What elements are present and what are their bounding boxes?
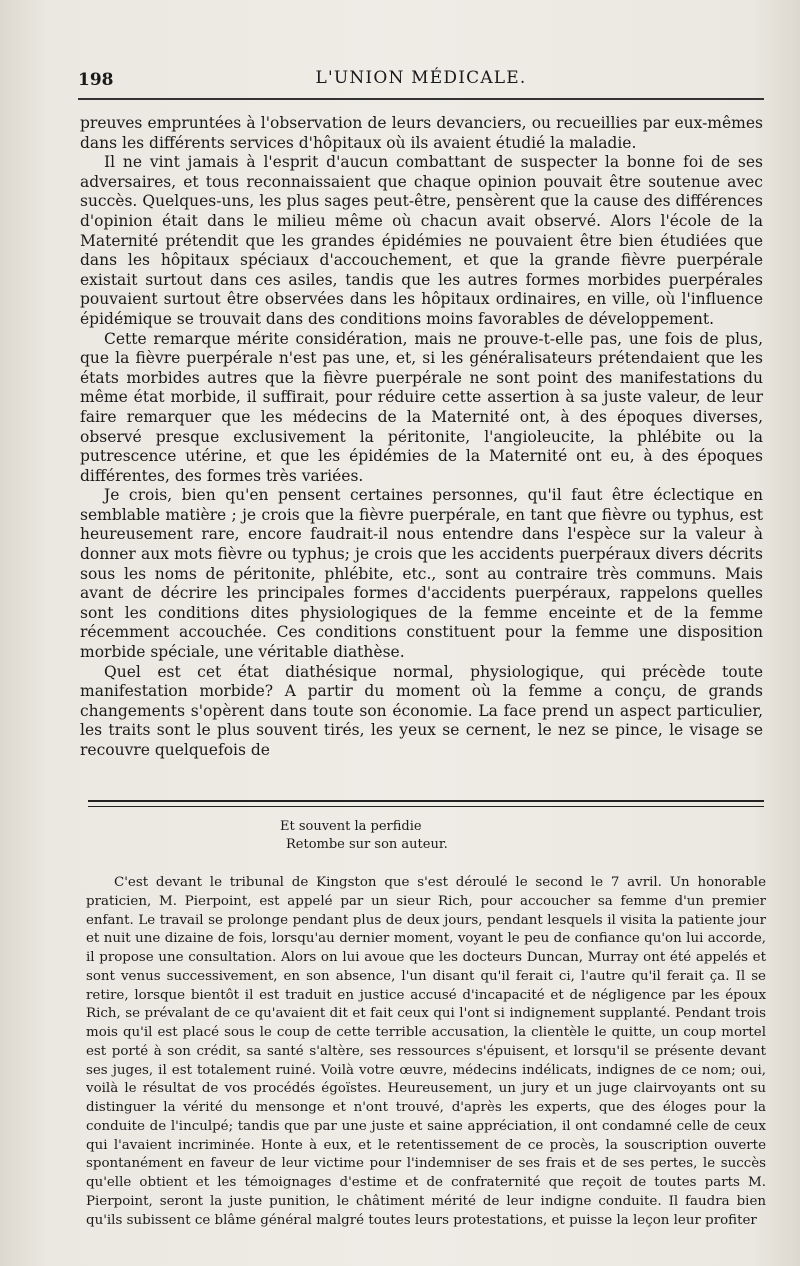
main-text (80, 114, 763, 761)
paragraph: Il ne vint jamais à l'esprit d'aucun combattant de suspecter la bonne foi de ses adversaires, et tous reconnaissaient que chaque opinion pouvait être soutenue avec succès. Quelques-uns, les plus sages peut-être, pensèrent que la cause des différences d'opinion était dans le milieu même où chacun avait observé. Alors l'école de la Maternité prétendit que les grandes épidémies ne pouvaient être bien étudiées que dans les hôpitaux spéciaux d'accouchement, et que la grande fièvre puerpérale existait surtout dans ces asiles, tandis que les autres formes morbides puerpérales pouvaient surtout être observées dans les hôpitaux ordinaires, en ville, où l'influence épidémique se trouvait dans des conditions moins favorables de développement. (80, 153, 763, 328)
page-number: 198 (78, 70, 114, 90)
verse-line: Et souvent la perfidie (280, 819, 422, 834)
paragraph: Je crois, bien qu'en pensent certaines personnes, qu'il faut être éclectique en semblable matière ; je crois que la fièvre puerpérale, en tant que fièvre ou typhus, est heureusement rare, encore faudrait-il nous entendre dans l'espèce sur la valeur à donner aux mots fièvre ou typhus; je crois que les accidents puerpéraux divers décrits sous les noms de péritonite, phlébite, etc., sont au contraire très communs. Mais avant de décrire les principales formes d'accidents puerpéraux, rappelons quelles sont les conditions dites physiologiques de la femme enceinte et de la femme récemment accouchée. Ces conditions constituent pour la femme une disposition morbide spéciale, une véritable diathèse. (80, 486, 763, 662)
feuilleton-text (86, 874, 766, 1230)
running-title: L'UNION MÉDICALE. (315, 68, 527, 88)
verse-line: Retombe sur son auteur. (286, 837, 448, 852)
page-header (78, 64, 764, 88)
verse-quote (280, 818, 500, 854)
paragraph: C'est devant le tribunal de Kingston que s'est déroulé le second le 7 avril. Un honorable praticien, M. Pierpoint, est appelé par un sieur Rich, pour accoucher sa femme d'un premier enfant. Le travail se prolonge pendant plus de deux jours, pendant lesquels il visita la patiente jour et nuit une dizaine de fois, lorsqu'au dernier moment, voyant le peu de confiance qu'on lui accorde, il propose une consultation. Alors on lui avoue que les docteurs Duncan, Murray ont été appelés et sont venus successivement, en son absence, l'un disant qu'il ferait ci, l'autre qu'il ferait ça. Il se retire, lorsque bientôt il est traduit en justice accusé d'incapacité et de négligence par les époux Rich, se prévalant de ce qu'avaient dit et fait ceux qui l'ont si indignement supplanté. Pendant trois mois qu'il est placé sous le coup de cette terrible accusation, la clientèle le quitte, un coup mortel est porté à son crédit, sa santé s'altère, ses ressources s'épuisent, et lorsqu'il se présente devant ses juges, il est totalement ruiné. Voilà votre œuvre, médecins indélicats, indignes de ce nom; oui, voilà le résultat de vos procédés égoïstes. Heureusement, un jury et un juge clairvoyants ont su distinguer la vérité du mensonge et n'ont trouvé, d'après les experts, que des éloges pour la conduite de l'inculpé; tandis que par une juste et saine appréciation, il ont condamné celle de ceux qui l'avaient incriminée. Honte à eux, et le retentissement de ce procès, la souscription ouverte spontanément en faveur de leur victime pour l'indemniser de ses frais et de ses pertes, le succès qu'elle obtient et les témoignages d'estime et de confraternité que reçoit de toutes parts M. Pierpoint, seront la juste punition, le châtiment mérité de leur indigne conduite. Il faudra bien qu'ils subissent ce blâme général malgré toutes leurs protestations, et puisse la leçon leur profiter (86, 875, 766, 1228)
section-divider (88, 800, 764, 807)
paragraph: Cette remarque mérite considération, mais ne prouve-t-elle pas, une fois de plus, que la fièvre puerpérale n'est pas une, et, si les généralisateurs prétendaient que les états morbides autres que la fièvre puerpérale ne sont point des manifestations du même état morbide, il suffirait, pour réduire cette assertion à sa juste valeur, de leur faire remarquer que les médecins de la Maternité ont, à des époques diverses, observé presque exclusivement la péritonite, l'angioleucite, la phlébite ou la putrescence utérine, et que les épidémies de la Maternité ont eu, à des époques différentes, des formes très variées. (80, 329, 763, 485)
paragraph: Quel est cet état diathésique normal, physiologique, qui précède toute manifestation morbide? A partir du moment où la femme a conçu, de grands changements s'opèrent dans toute son économie. La face prend un aspect particulier, les traits sont le plus souvent tirés, les yeux se cernent, le nez se pince, le visage se recouvre quelquefois de (80, 662, 763, 759)
paragraph: preuves empruntées à l'observation de leurs devanciers, ou recueillies par eux-mêmes dans les différents services d'hôpitaux où ils avaient étudié la maladie. (80, 114, 763, 152)
header-rule (78, 98, 764, 100)
